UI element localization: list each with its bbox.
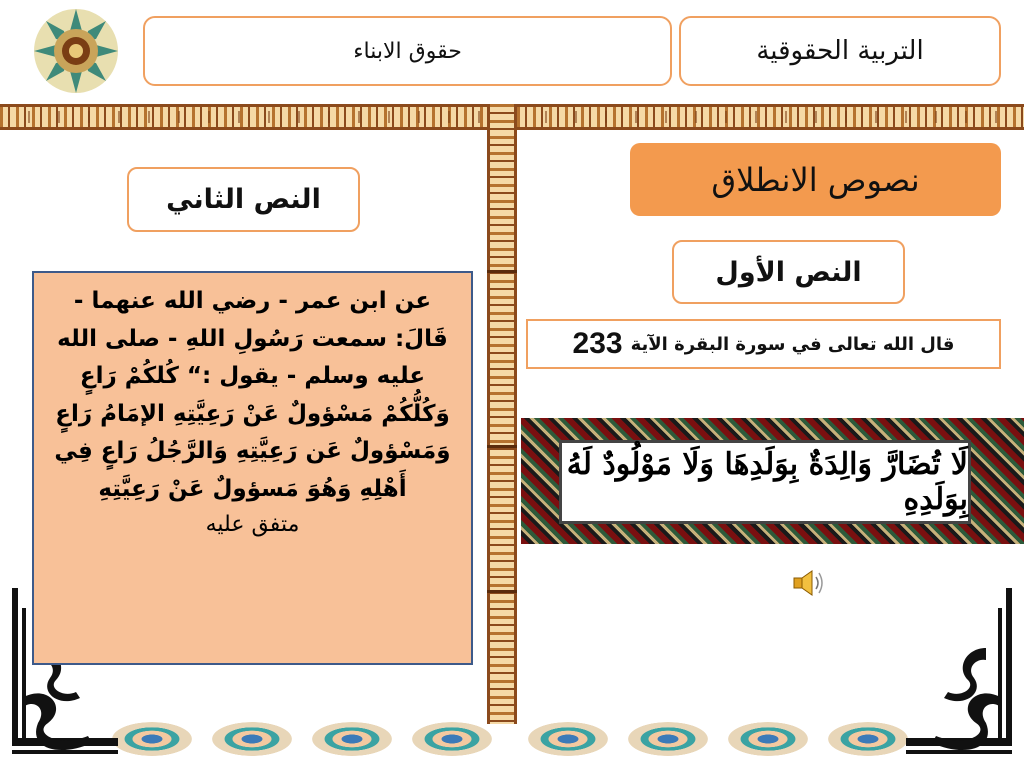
speaker-icon[interactable] [792,568,826,598]
bottom-ornament-left [112,722,492,762]
bottom-ornament-right [528,722,908,762]
lesson-title: حقوق الابناء [353,38,462,64]
tile-ornament [112,722,192,756]
divider-joint [487,445,517,448]
tile-ornament [628,722,708,756]
verse-reference: قال الله تعالى في سورة البقرة الآية [630,333,955,355]
tile-ornament [728,722,808,756]
quran-verse: لَا تُضَارَّ وَالِدَةٌ بِوَلَدِهَا وَلَا مَوْلُودٌ لَهُ بِوَلَدِهِ [566,447,968,517]
first-text-label: النص الأول [715,256,862,288]
section-title-box [630,143,1001,216]
second-text-label: النص الثاني [166,184,321,215]
hadith-box [32,271,473,665]
ornament-divider-vertical [487,104,517,724]
divider-joint [487,590,517,593]
ornament-band-right [517,104,1024,130]
section-title: نصوص الانطلاق [711,160,920,199]
quran-verse-panel [559,440,971,524]
tile-ornament [212,722,292,756]
medallion-logo-icon [16,6,136,96]
hadith-text: عن ابن عمر - رضي الله عنهما - قَالَ: سمعت رَسُولِ اللهِ - صلى الله عليه وسلم - يقول :“ كُلكُمْ رَاعٍ وَكُلُّكُمْ مَسْؤولٌ عَنْ رَعِيَّتِهِ الإمَامُ رَاعٍ وَمَسْؤولٌ عَن رَعِيَّتِهِ وَالرَّجُلُ رَاعٍ فِي أَهْلِهِ وَهُوَ مَسؤولٌ عَنْ رَعِيَّتِهِ [54,288,451,502]
second-text-label-box [127,167,360,232]
hadith-source: متفق عليه [205,512,300,537]
lesson-title-box [143,16,672,86]
subject-title: التربية الحقوقية [756,36,924,66]
ornament-band-left [0,104,487,130]
verse-frame [521,418,1024,544]
first-text-label-box [672,240,905,304]
corner-ornament-right [906,588,1016,758]
tile-ornament [412,722,492,756]
divider-joint [487,270,517,273]
verse-reference-box [526,319,1001,369]
verse-number: 233 [572,327,623,360]
subject-title-box [679,16,1001,86]
tile-ornament [828,722,908,756]
tile-ornament [312,722,392,756]
tile-ornament [528,722,608,756]
